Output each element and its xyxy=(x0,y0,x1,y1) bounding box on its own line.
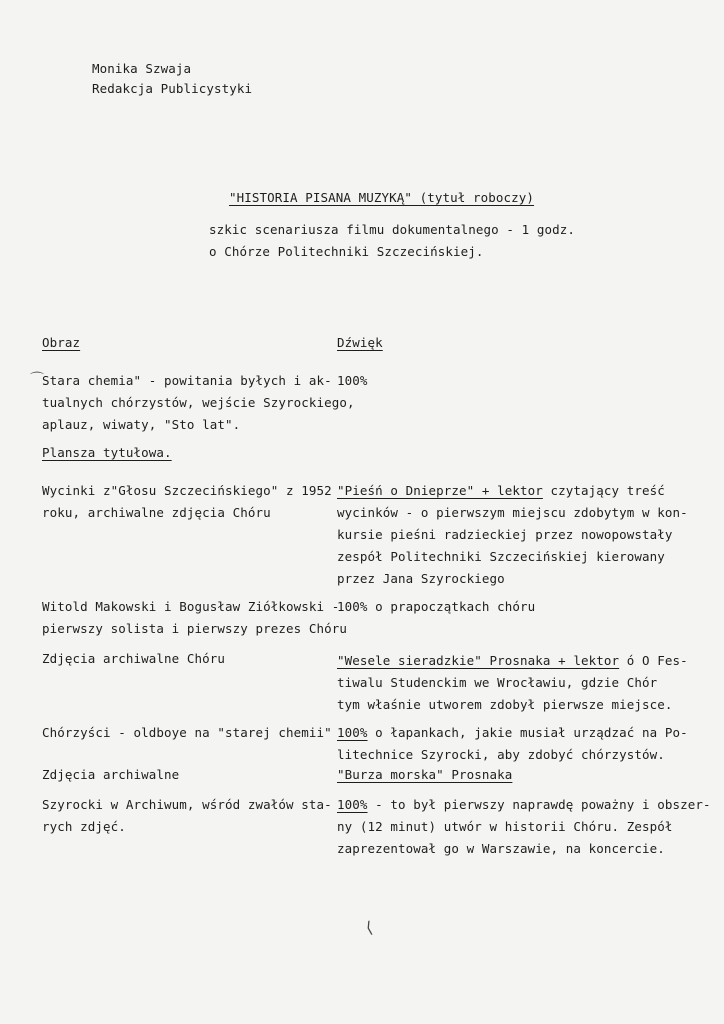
sound-cue: 100% xyxy=(337,725,368,740)
title-card-label: Plansza tytułowa. xyxy=(42,445,172,460)
document-subtitle-line-1: szkic scenariusza filmu dokumentalnego - 1 godz. xyxy=(209,222,576,237)
sound-cell-line: przez Jana Szyrockiego xyxy=(337,571,505,586)
sound-cue-rest: - to był pierwszy naprawdę poważny i obszer- xyxy=(367,797,711,812)
department-name: Redakcja Publicystyki xyxy=(92,81,253,96)
image-cell-line: tualnych chórzystów, wejście Szyrockiego, xyxy=(42,395,355,410)
sound-cell-line: tiwalu Studenckim we Wrocławiu, gdzie Chór xyxy=(337,675,658,690)
sound-cell-line: zaprezentował go w Warszawie, na koncercie. xyxy=(337,841,665,856)
image-cell-line: Zdjęcia archiwalne xyxy=(42,767,180,782)
image-cell-line: Stara chemia" - powitania byłych i ak- xyxy=(42,373,332,388)
sound-cell-line: 100% xyxy=(337,373,368,388)
sound-cell-line xyxy=(337,482,665,500)
sound-cue-rest: czytający treść xyxy=(542,483,665,498)
image-cell-line: Witold Makowski i Bogusław Ziółkowski - xyxy=(42,599,340,614)
document-title: "HISTORIA PISANA MUZYKĄ" (tytuł roboczy) xyxy=(229,190,535,205)
image-cell-line: aplauz, wiwaty, "Sto lat". xyxy=(42,417,241,432)
column-header-sound: Dźwięk xyxy=(337,335,383,350)
image-cell-line: Wycinki z"Głosu Szczecińskiego" z 1952 xyxy=(42,483,332,498)
document-subtitle-line-2: o Chórze Politechniki Szczecińskiej. xyxy=(209,244,484,259)
sound-cell-line: tym właśnie utworem zdobył pierwsze miejsce. xyxy=(337,697,673,712)
sound-cue: "Pieśń o Dnieprze" + lektor xyxy=(337,483,543,498)
sound-cell-line xyxy=(337,796,711,814)
sound-cue-rest: o łapankach, jakie musiał urządzać na Po- xyxy=(367,725,688,740)
sound-cell-line: litechnice Szyrocki, aby zdobyć chórzystów. xyxy=(337,747,665,762)
sound-cell-line: 100% o prapoczątkach chóru xyxy=(337,599,536,614)
image-cell-line: Szyrocki w Archiwum, wśród zwałów sta- xyxy=(42,797,332,812)
column-header-image: Obraz xyxy=(42,335,81,350)
sound-cell-line xyxy=(337,766,512,784)
pen-stroke-mark: ⟨ xyxy=(364,917,375,938)
sound-cell-line: zespół Politechniki Szczecińskiej kierowany xyxy=(337,549,665,564)
sound-cue: 100% xyxy=(337,797,368,812)
image-cell-line: pierwszy solista i pierwszy prezes Chóru xyxy=(42,621,348,636)
image-cell-line: Zdjęcia archiwalne Chóru xyxy=(42,651,226,666)
sound-cue-rest: ó O Fes- xyxy=(619,653,688,668)
image-cell-line: rych zdjęć. xyxy=(42,819,126,834)
sound-cell-line: ny (12 minut) utwór w historii Chóru. Zespół xyxy=(337,819,673,834)
image-cell-line: Chórzyści - oldboye na "starej chemii" xyxy=(42,725,332,740)
sound-cell-line xyxy=(337,724,688,742)
pen-stroke-mark: ⌒ xyxy=(30,372,44,388)
sound-cell-line: kursie pieśni radzieckiej przez nowopowstały xyxy=(337,527,673,542)
author-name: Monika Szwaja xyxy=(92,61,192,76)
sound-cue: "Burza morska" Prosnaka xyxy=(337,767,513,782)
image-cell-line: roku, archiwalne zdjęcia Chóru xyxy=(42,505,271,520)
sound-cell-line: wycinków - o pierwszym miejscu zdobytym w kon- xyxy=(337,505,688,520)
sound-cell-line xyxy=(337,652,688,670)
sound-cue: "Wesele sieradzkie" Prosnaka + lektor xyxy=(337,653,620,668)
